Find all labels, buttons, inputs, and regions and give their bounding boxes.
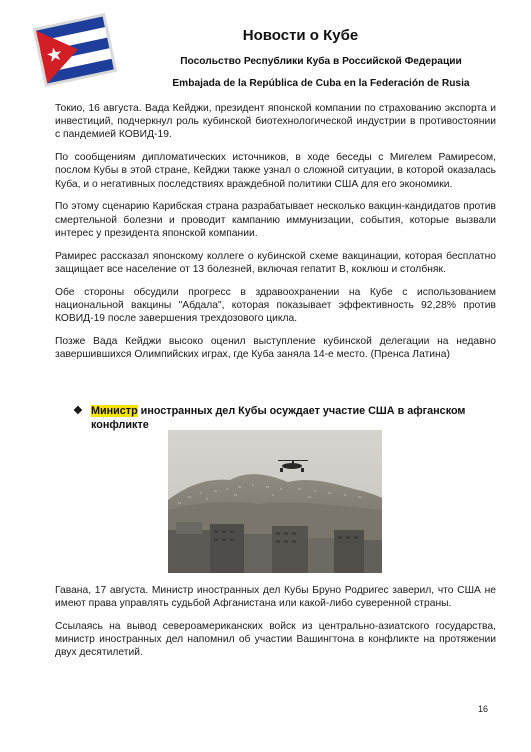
cuban-flag-icon	[33, 13, 118, 87]
headline-highlight: Министр	[91, 405, 138, 417]
headline-text	[91, 404, 493, 432]
paragraph: Рамирес рассказал японскому коллеге о кубинской схеме вакцинации, которая бесплатно защищает все население от 13 болезней, включая гепатит В, коклюш и столбняк.	[55, 250, 496, 275]
news-photo	[168, 430, 382, 573]
paragraph: Ссылаясь на вывод североамериканских войск из центрально-азиатского государства, министр иностранных дел напомнил об участии Вашингтона в конфликте на протяжении двух десятилетий.	[55, 621, 496, 659]
paragraph: Позже Вада Кейджи высоко оценил выступление кубинской делегации на недавно завершившихся Олимпийских играх, где Куба заняла 14-е место. (Пренса Латина)	[55, 335, 496, 361]
embassy-name-russian: Посольство Республики Куба в Российской Федерации	[180, 56, 462, 67]
paragraph: Обе стороны обсудили прогресс в здравоохранении на Кубе с использованием национальной вакцины "Абдала", которая показывает эффективность 92,28% против КОВИД-19 после завершения трехдозового цикла.	[55, 286, 496, 325]
article-cuba-afghanistan	[55, 584, 496, 669]
headline-rest: иностранных дел Кубы осуждает участие США в афганском конфликте	[91, 405, 466, 431]
paragraph: По сообщениям дипломатических источников, в ходе беседы с Мигелем Рамиресом, послом Кубы в этой стране, Кейджи также узнал о сложной ситуации, в которой оказалась Куба, и о негативных последствиях враждебной политики США для его экономики.	[55, 152, 496, 190]
article-japan-biotech	[55, 102, 496, 371]
embassy-name-spanish: Embajada de la República de Cuba en la Federación de Rusia	[172, 78, 470, 89]
paragraph: Гавана, 17 августа. Министр иностранных дел Кубы Бруно Родригес заверил, что США не имеют права управлять судьбой Афганистана или какой-либо суверенной страны.	[55, 585, 496, 610]
article-headline	[73, 404, 493, 432]
paragraph: По этому сценарию Карибская страна разрабатывает несколько вакцин-кандидатов против смертельной болезни и проводит кампанию иммунизации, события, которые вызвали интерес у президента японской компании.	[55, 201, 496, 239]
paragraph: Токио, 16 августа. Вада Кейджи, президент японской компании по страхованию экспорта и инвестиций, подчеркнул роль кубинской биотехнологической индустрии в противостоянии с пандемией КОВИД-19.	[55, 103, 496, 141]
page-number: 16	[478, 704, 489, 714]
page-title: Новости о Кубе	[242, 27, 359, 44]
diamond-bullet-icon: ❖	[73, 405, 83, 417]
